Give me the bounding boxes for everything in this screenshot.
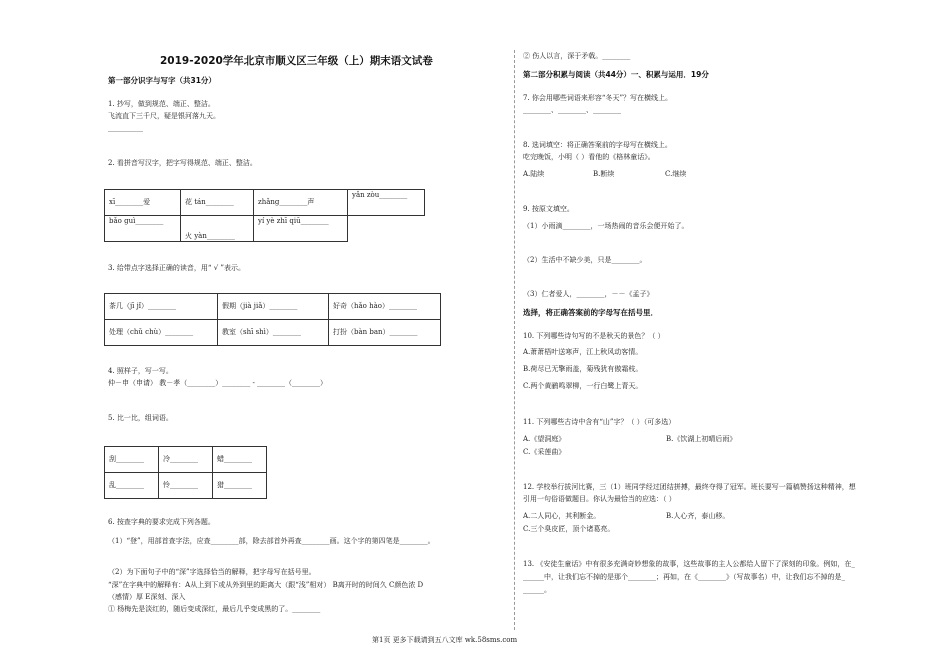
choose-heading: 选择，将正确答案前的字母写在括号里．: [523, 308, 658, 317]
q11-text: 11. 下列哪些古诗中含有“山”字？（ ）（可多选）: [523, 418, 676, 426]
table-cell: 茶几（jī jǐ）________: [105, 294, 218, 320]
q2-pinyin-table: [104, 189, 425, 242]
q13-line2: ______中，让我们忘不掉的是那个________；再如，在《________》（写故事名）中，让我们忘不掉的是_: [523, 573, 845, 581]
q12-line2: 引用一句俗语做题目。你认为最恰当的应选：（ ）: [523, 495, 676, 503]
q6-text: 6. 按查字典的要求完成下列各题。: [108, 518, 215, 526]
q4-line: 仲－申（申请） 教－孝（________）________ - ________（________）: [108, 379, 328, 387]
q9-line3: （3）仁者爱人，________，－－《孟子》: [523, 290, 654, 298]
q6-line2: （2）为下面句子中的“深”字选择恰当的解释，把字母写在括号里。: [108, 568, 316, 576]
q2-text: 2. 看拼音写汉字，把字写得规范、端正、整洁。: [108, 159, 257, 167]
q3-pronunciation-table: [104, 293, 441, 346]
q7-text: 7. 你会用哪些词语来形容“冬天”？写在横线上。: [523, 94, 673, 102]
q6-line4: （感情）厚 E深刻、深入: [108, 593, 186, 601]
table-cell: 好奇（hǎo hào）________: [329, 294, 441, 320]
q6-line3: “深”在字典中的解释有：A从上到下或从外到里的距离大（跟“浅”相对） B离开时的时间久 C颜色浓 D: [108, 581, 424, 589]
table-cell: 花 tán________: [181, 190, 254, 216]
q10-text: 10. 下列哪些诗句写的不是秋天的景色？（ ）: [523, 332, 665, 340]
q4-text: 4. 照样子，写一写。: [108, 367, 173, 375]
q9-line1: （1）小雨滴________，一场热闹的音乐会便开始了。: [523, 222, 689, 230]
table-cell: yǎn zòu________: [348, 190, 425, 216]
q9-line2: （2）生活中不缺少美，只是________。: [523, 256, 647, 264]
q11-option-a: A.《望洞庭》: [523, 435, 566, 443]
page-footer: 第1页 更多下载请到五八文库 wk.58sms.com: [372, 636, 518, 644]
q6-line1: （1）“登”，用部首查字法，应查________部，除去部首外再查________画。这个字的第四笔是________。: [108, 537, 435, 545]
table-cell: 猎________: [213, 473, 267, 499]
q1-line: 飞流直下三千尺，疑是银河落九天。: [108, 112, 220, 120]
q8-option-a: A.陆续: [523, 170, 545, 178]
q1-blank: __________: [108, 124, 143, 132]
page-title: 2019-2020学年北京市顺义区三年级（上）期末语文试卷: [160, 55, 433, 67]
q10-option-b: B.荷尽已无擎雨盖，菊残犹有傲霜枝。: [523, 365, 643, 373]
q12-option-b: B.人心齐，泰山移。: [666, 512, 730, 520]
column-divider: [514, 50, 515, 630]
q13-line1: 13. 《安徒生童话》中有很多充满奇妙想象的故事，这些故事的主人公都给人留下了深刻的印象。例如，在_: [523, 560, 855, 568]
table-cell: 火 yàn________: [181, 216, 254, 242]
table-cell: 刮________: [105, 447, 159, 473]
q12-line1: 12. 学校举行拔河比赛，三（1）班同学经过团结拼搏，最终夺得了冠军。班长要写一篇稿赞扬这种精神，想: [523, 483, 856, 491]
table-cell: 处理（chǔ chù）________: [105, 320, 218, 346]
q8-line: 吃完晚饭，小明（ ）看他的《格林童话》。: [523, 153, 655, 161]
table-cell: yí yè zhī qiū________: [254, 216, 348, 242]
q11-option-c: C.《采莲曲》: [523, 448, 566, 456]
table-cell: 怜________: [159, 473, 213, 499]
q6-line5: ① 杨梅先是淡红的，随后变成深红，最后几乎变成黑的了。________: [108, 605, 321, 613]
q3-text: 3. 给带点字选择正确的读音，用“ √ ”表示。: [108, 264, 245, 272]
q12-option-c: C.三个臭皮匠，顶个诸葛亮。: [523, 525, 615, 533]
table-cell: bǎo guì________: [105, 216, 181, 242]
table-cell: xī________爱: [105, 190, 181, 216]
q10-option-a: A.萧萧梧叶送寒声，江上秋风动客情。: [523, 348, 643, 356]
q5-compare-table: [104, 446, 267, 499]
table-cell: 假期（jià jiǎ）________: [218, 294, 329, 320]
table-cell: 乱________: [105, 473, 159, 499]
q5-text: 5. 比一比，组词语。: [108, 414, 173, 422]
q11-option-b: B.《饮湖上初晴后雨》: [666, 435, 737, 443]
part2-heading: 第二部分积累与阅读（共44分）一、积累与运用．19分: [523, 70, 709, 79]
q13-line3: ______。: [523, 586, 551, 594]
q1-text: 1. 抄写，做到规范、端正、整洁。: [108, 100, 215, 108]
q9-text: 9. 按原文填空。: [523, 205, 574, 213]
table-cell: 冷________: [159, 447, 213, 473]
q8-option-b: B.断续: [593, 170, 615, 178]
table-cell: 打扮（bàn ban）________: [329, 320, 441, 346]
q12-option-a: A.二人同心，其利断金。: [523, 512, 601, 520]
q10-option-c: C.两个黄鹂鸣翠柳，一行白鹭上青天。: [523, 382, 643, 390]
q6-item2: ② 伤人以言，深于矛戟。________: [523, 52, 631, 60]
q8-option-c: C.继续: [665, 170, 687, 178]
table-cell: zhǎng________声: [254, 190, 348, 216]
table-cell: 教室（shī shì）________: [218, 320, 329, 346]
q7-line: ________、________、________: [523, 106, 621, 114]
q8-text: 8. 选词填空：将正确答案前的字母写在横线上。: [523, 141, 672, 149]
part1-heading: 第一部分识字与写字（共31分）: [108, 76, 216, 85]
table-cell: 蜡________: [213, 447, 267, 473]
